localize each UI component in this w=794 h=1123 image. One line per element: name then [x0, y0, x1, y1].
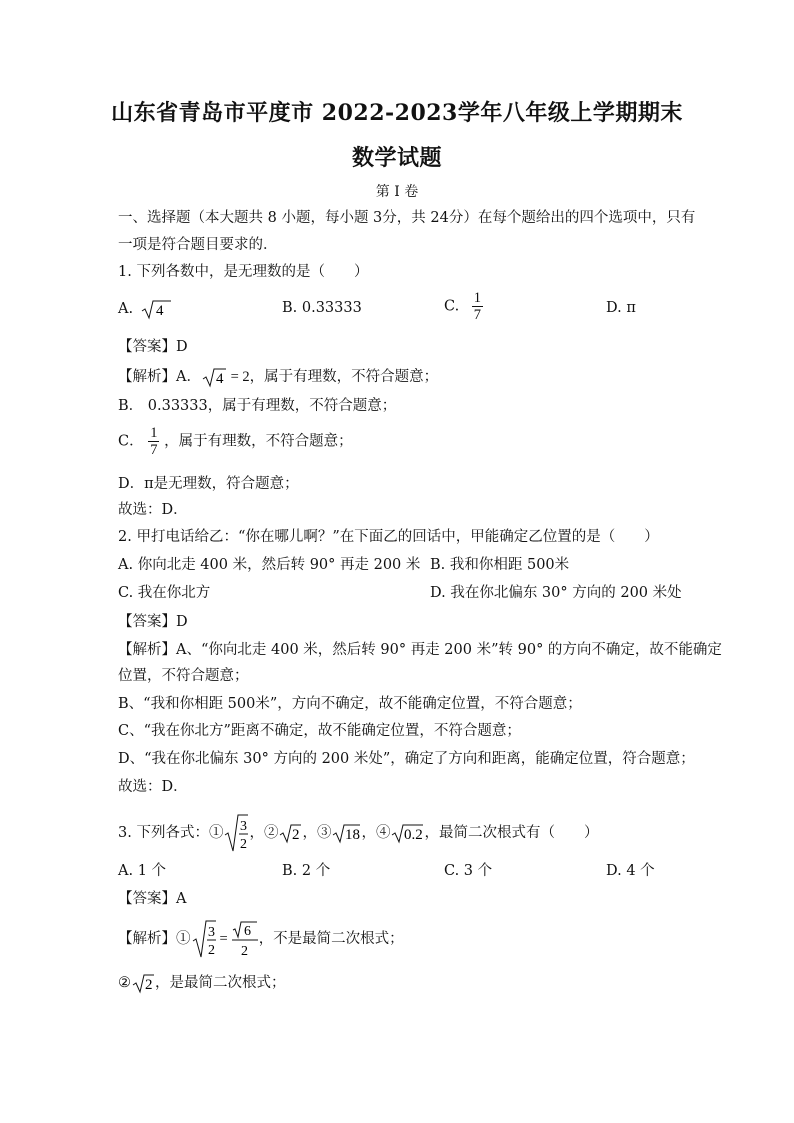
q1-option-c: [444, 290, 483, 323]
q3-option-d: D. 4 个: [606, 863, 655, 879]
q3-exp2-radicand: 2: [145, 977, 153, 993]
q2-explanation-line3: B、“我和你相距 500米”，方向不确定，故不能确定位置，不符合题意；: [118, 696, 582, 712]
q1-explanation-d: D．π是无理数，符合题意；: [118, 476, 299, 492]
question-2-stem: 2. 甲打电话给乙：“你在哪儿啊？”在下面乙的回话中，甲能确定乙位置的是（ ）: [118, 529, 659, 545]
q3-stem-suffix: ，最简二次根式有（ ）: [424, 825, 599, 841]
q2-explanation-line4: C、“我在你北方”距离不确定，故不能确定位置，不符合题意；: [118, 723, 521, 739]
q2-explanation-line5: D、“我在你北偏东 30° 方向的 200 米处”，确定了方向和距离，能确定位置，符合题意；: [118, 751, 695, 767]
q2-answer: 【答案】D: [118, 614, 188, 630]
fraction-numerator: 1: [473, 290, 482, 306]
q1-exp-c-prefix: C．: [118, 433, 144, 450]
q2-option-a: A. 你向北走 400 米，然后转 90° 再走 200 米: [118, 557, 421, 573]
fraction-numerator: 1: [150, 425, 158, 441]
q1-option-d: D. π: [606, 300, 636, 316]
q3-option-b: B. 2 个: [282, 863, 331, 879]
section-instructions-line2: 一项是符合题目要求的．: [118, 237, 278, 253]
q3-item2-radicand: 2: [292, 827, 300, 843]
fraction-denominator: 7: [473, 307, 482, 323]
q1-exp-a-equation: = 2: [226, 369, 250, 385]
q3-separator-4: ，④: [361, 825, 391, 841]
sqrt-icon: [191, 919, 217, 959]
q3-item4-radicand: 0.2: [404, 827, 424, 843]
q3-option-a: A. 1 个: [118, 863, 167, 879]
volume-label: 第 I 卷: [375, 184, 419, 200]
q3-exp1-suffix: ，不是最简二次根式；: [258, 931, 404, 947]
q1-exp-c-suffix: ，属于有理数，不符合题意；: [164, 433, 353, 450]
sqrt-icon: [201, 366, 227, 388]
q1-option-a-label: A.: [118, 301, 134, 317]
q3-item1-denominator: 2: [240, 837, 248, 852]
q1-explanation-a: [118, 366, 438, 388]
q3-separator-2: ，②: [249, 825, 279, 841]
q3-exp1-prefix: 【解析】①: [118, 931, 191, 947]
fraction-denominator: 7: [150, 442, 158, 458]
q1-choose: 故选：D．: [118, 502, 188, 518]
section-instructions-line1: 一、选择题（本大题共 8 小题，每小题 3分，共 24分）在每个题给出的四个选项中，只有: [118, 210, 696, 226]
q2-explanation-line2: 位置，不符合题意；: [118, 668, 249, 684]
q1-option-a: [118, 298, 172, 320]
q1-option-c-label: C.: [444, 298, 460, 315]
q3-explanation-2: [118, 972, 286, 994]
q3-exp1-result-numerator: 6: [243, 924, 251, 939]
q3-separator-3: ，③: [302, 825, 332, 841]
q1-option-a-radicand: 4: [155, 303, 164, 319]
q3-exp2-suffix: ，是最简二次根式；: [155, 975, 286, 991]
document-title: 山东省青岛市平度市 2022-2023学年八年级上学期期末: [111, 100, 683, 126]
q3-exp1-numerator: 3: [207, 925, 215, 940]
q3-item3-radicand: 18: [345, 827, 361, 843]
question-1-stem: 1. 下列各数中，是无理数的是（ ）: [118, 264, 369, 280]
q3-answer: 【答案】A: [118, 891, 187, 907]
q3-exp2-prefix: ②: [118, 975, 131, 991]
q3-stem-prefix: 3. 下列各式：①: [118, 825, 224, 841]
q3-exp1-denominator: 2: [207, 943, 215, 958]
q2-option-d: D. 我在你北偏东 30° 方向的 200 米处: [430, 585, 682, 601]
sqrt-icon: [131, 972, 155, 994]
equals-sign: =: [219, 931, 228, 947]
sqrt-icon: [390, 822, 424, 844]
sqrt-icon: [331, 822, 361, 844]
q3-exp1-result-denominator: 2: [240, 944, 248, 959]
q1-option-c-fraction: [472, 290, 483, 323]
q2-explanation-line1: 【解析】A、“你向北走 400 米，然后转 90° 再走 200 米”转 90° 的方向不确定，故不能确定: [118, 642, 722, 658]
sqrt-icon: [278, 822, 302, 844]
q2-choose: 故选：D．: [118, 779, 188, 795]
q3-item1-numerator: 3: [240, 819, 248, 834]
q1-exp-c-fraction: [148, 425, 159, 458]
q1-option-b: B. 0.33333: [282, 300, 362, 316]
q1-explanation-b: B． 0.33333，属于有理数，不符合题意；: [118, 398, 397, 414]
document-subtitle: 数学试题: [351, 145, 442, 171]
sqrt-icon: [223, 813, 249, 853]
q1-exp-a-suffix: ，属于有理数，不符合题意；: [249, 369, 439, 385]
q1-explanation-c: [118, 425, 353, 458]
q2-option-b: B. 我和你相距 500米: [430, 557, 570, 573]
q1-answer: 【答案】D: [118, 339, 188, 355]
sqrt-icon: [138, 298, 172, 320]
q3-explanation-1: [118, 918, 404, 960]
q3-option-c: C. 3 个: [444, 863, 493, 879]
q1-exp-a-prefix: 【解析】A．: [118, 369, 201, 385]
question-3-stem: [118, 813, 598, 853]
sqrt-fraction-icon: [231, 919, 259, 959]
q2-option-c: C. 我在你北方: [118, 585, 211, 601]
q1-exp-a-radicand: 4: [215, 371, 224, 387]
